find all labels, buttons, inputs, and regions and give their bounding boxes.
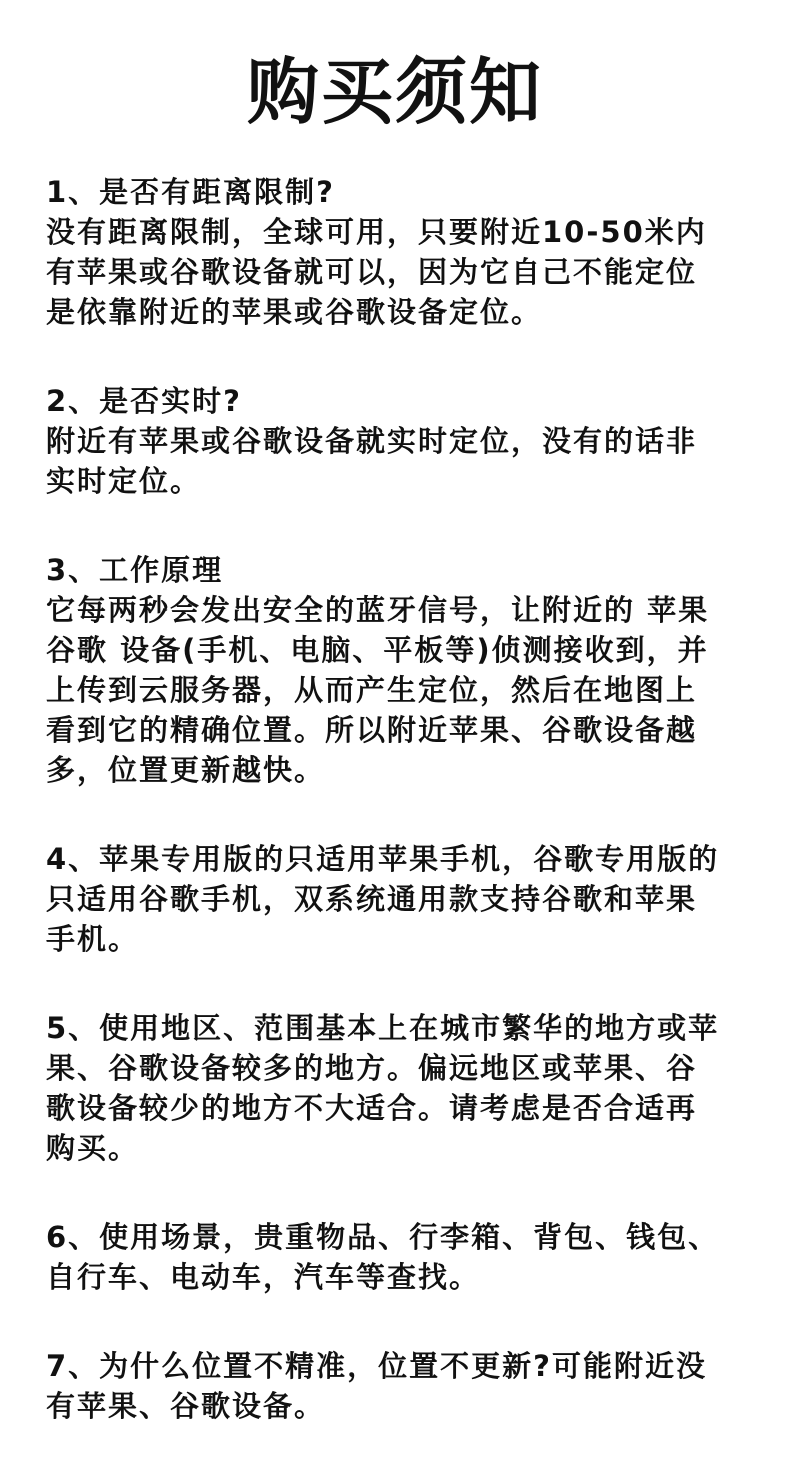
notice-text-line: 购买。 <box>46 1131 140 1165</box>
notice-text-line: 附近有苹果或谷歌设备就实时定位，没有的话非 <box>46 424 698 458</box>
notice-text-line: 歌设备较少的地方不大适合。请考虑是否合适再 <box>46 1091 698 1125</box>
notice-heading-2: 2、是否实时? <box>46 384 243 418</box>
notice-text-line: 有苹果、谷歌设备。 <box>46 1389 326 1423</box>
notice-heading-7: 7、为什么位置不精准，位置不更新?可能附近没 <box>46 1349 708 1383</box>
notice-text-line: 只适用谷歌手机，双系统通用款支持谷歌和苹果 <box>46 882 698 916</box>
notice-text-line: 看到它的精确位置。所以附近苹果、谷歌设备越 <box>46 713 698 747</box>
notice-section-6 <box>46 1217 744 1297</box>
notice-section-2 <box>46 381 744 501</box>
page-title: 购买须知 <box>246 50 543 134</box>
notice-heading-1: 1、是否有距离限制? <box>46 175 336 209</box>
notice-section-4 <box>46 839 744 959</box>
notice-section-5 <box>46 1008 744 1168</box>
notice-heading-3: 3、工作原理 <box>46 553 224 587</box>
notice-text-line: 自行车、电动车，汽车等查找。 <box>46 1260 481 1294</box>
notice-text-line: 是依靠附近的苹果或谷歌设备定位。 <box>46 295 543 329</box>
notice-heading-6: 6、使用场景，贵重物品、行李箱、背包、钱包、 <box>46 1220 720 1254</box>
notice-text-line: 上传到云服务器，从而产生定位，然后在地图上 <box>46 673 698 707</box>
notice-text-line: 果、谷歌设备较多的地方。偏远地区或苹果、谷 <box>46 1051 698 1085</box>
notice-section-1 <box>46 172 744 332</box>
notice-sections <box>46 172 744 1426</box>
notice-text-line: 有苹果或谷歌设备就可以，因为它自己不能定位 <box>46 255 698 289</box>
notice-text-line: 实时定位。 <box>46 464 202 498</box>
notice-heading-4: 4、苹果专用版的只适用苹果手机，谷歌专用版的 <box>46 842 720 876</box>
notice-section-3 <box>46 550 744 790</box>
notice-text-line: 手机。 <box>46 922 140 956</box>
notice-heading-5: 5、使用地区、范围基本上在城市繁华的地方或苹 <box>46 1011 720 1045</box>
notice-text-line: 多，位置更新越快。 <box>46 753 326 787</box>
notice-text-line: 它每两秒会发出安全的蓝牙信号，让附近的 苹果 <box>46 593 710 627</box>
notice-text-line: 谷歌 设备(手机、电脑、平板等)侦测接收到，并 <box>46 633 709 667</box>
notice-text-line: 没有距离限制，全球可用，只要附近10-50米内 <box>46 215 707 249</box>
notice-section-7 <box>46 1346 744 1426</box>
